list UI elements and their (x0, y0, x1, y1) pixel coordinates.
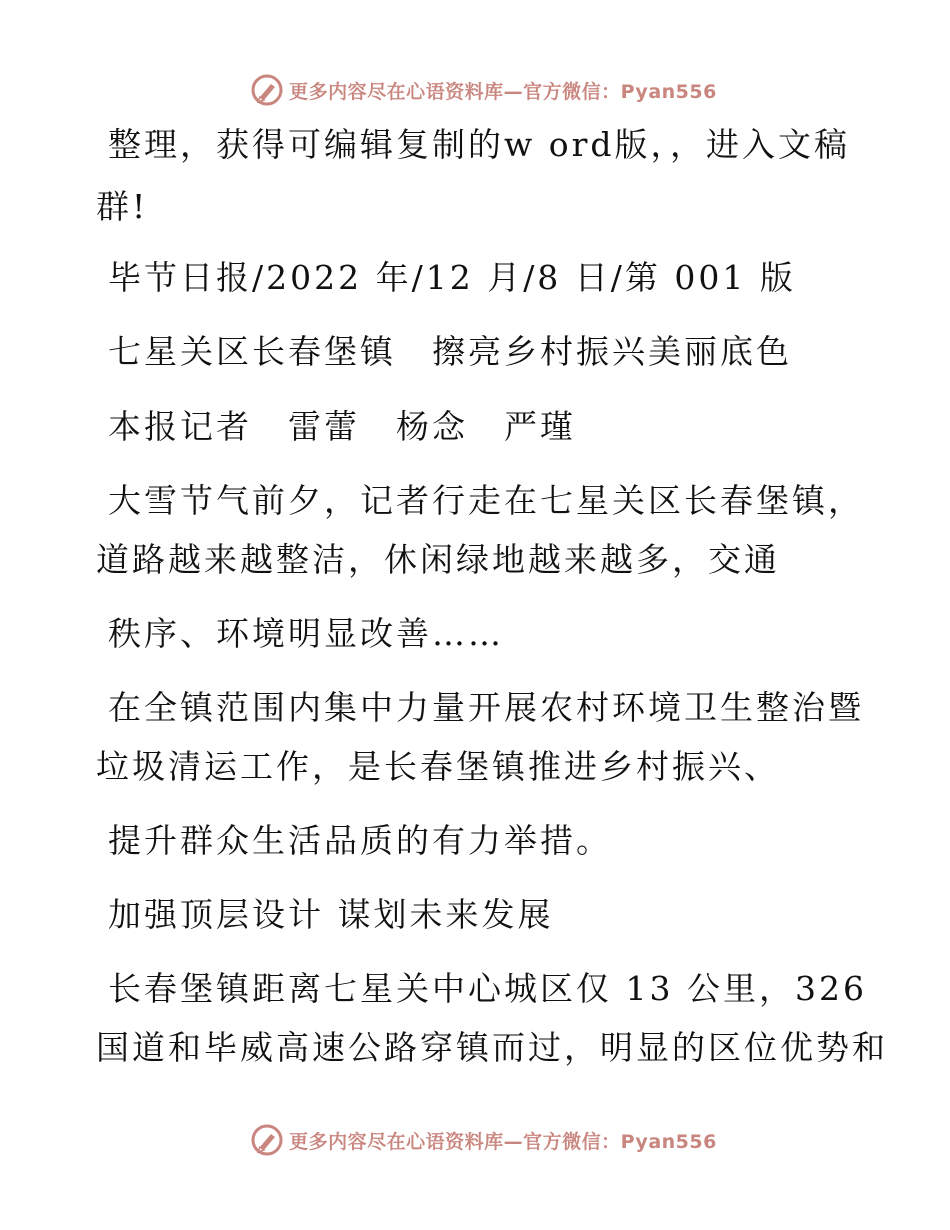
paragraph-line: 长春堡镇距离七星关中心城区仅 13 公里，326 (108, 969, 867, 1008)
paragraph-line: 垃圾清运工作，是长春堡镇推进乡村振兴、 (96, 747, 780, 786)
dateline: 毕节日报/2022 年/12 月/8 日/第 001 版 (108, 258, 796, 297)
byline: 本报记者 雷蕾 杨念 严瑾 (108, 407, 576, 446)
paragraph-line: 在全镇范围内集中力量开展农村环境卫生整治暨 (108, 688, 864, 727)
paragraph-line: 秩序、环境明显改善…… (108, 614, 504, 653)
footer-watermark-text: 更多内容尽在心语资料库—官方微信：Pyan556 (289, 1130, 717, 1153)
footer-watermark (0, 1120, 950, 1160)
paragraph-line: 国道和毕威高速公路穿镇而过，明显的区位优势和 (96, 1028, 888, 1067)
paragraph-line: 群! (96, 187, 149, 226)
paragraph-line: 大雪节气前夕，记者行走在七星关区长春堡镇， (108, 481, 864, 520)
paragraph-line: 道路越来越整洁，休闲绿地越来越多，交通 (96, 540, 780, 579)
paragraph-line: 整理，获得可编辑复制的w ord版，，进入文稿 (108, 125, 851, 164)
paragraph-line: 提升群众生活品质的有力举措。 (108, 821, 612, 860)
header-watermark-text: 更多内容尽在心语资料库—官方微信：Pyan556 (289, 80, 717, 103)
article-title: 七星关区长春堡镇 擦亮乡村振兴美丽底色 (108, 332, 792, 371)
section-heading: 加强顶层设计 谋划未来发展 (108, 895, 554, 934)
footer-watermark-inner (251, 1124, 717, 1156)
pen-logo-icon (251, 1124, 283, 1156)
